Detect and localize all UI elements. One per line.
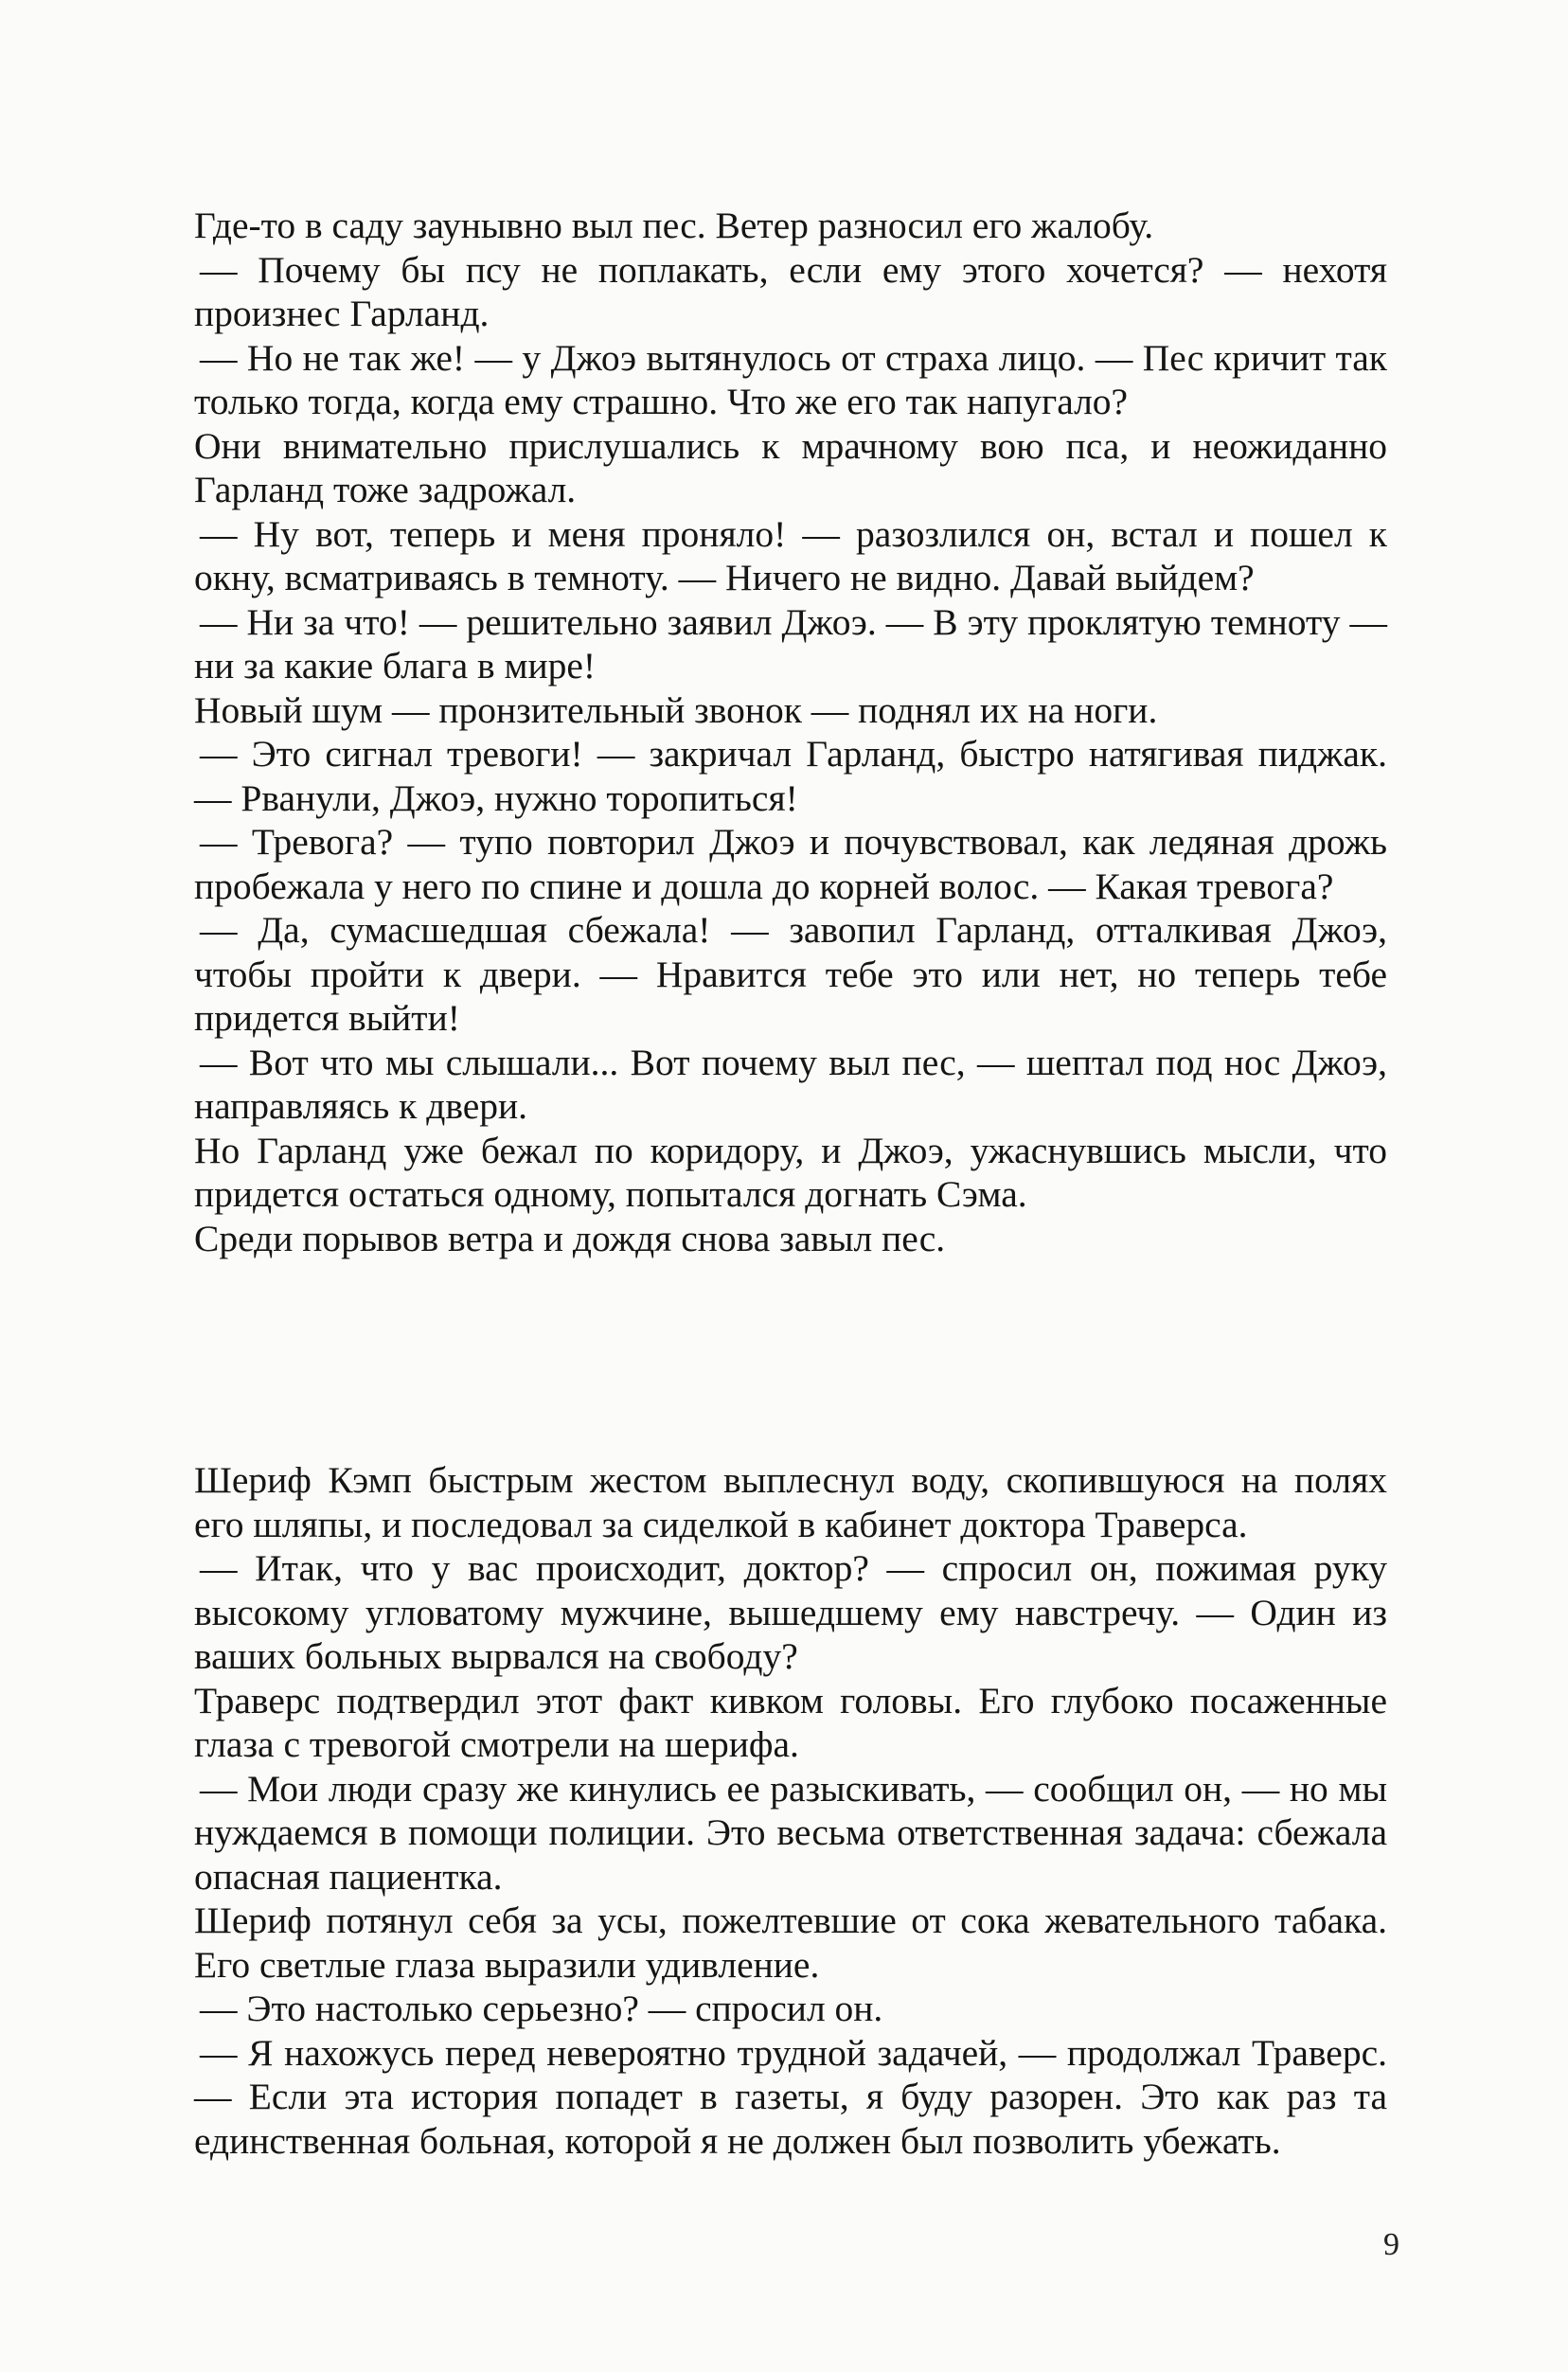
paragraph: Среди порывов ветра и дождя снова завыл пес.	[194, 1217, 946, 1259]
paragraph: Новый шум — пронзительный звонок — поднял их на ноги.	[194, 688, 1158, 731]
paragraph: — Тревога? — тупо повторил Джоэ и почувствовал, как ледяная дрожь пробежала у него по спине и дошла до корней волос. — Какая тревога?	[194, 821, 1387, 907]
paragraph: — Почему бы псу не поплакать, если ему этого хочется? — нехотя произнес Гарланд.	[194, 248, 1387, 334]
paragraph: Они внимательно прислушались к мрачному вою пса, и неожиданно Гарланд тоже задрожал.	[194, 424, 1387, 510]
paragraph: — Но не так же! — у Джоэ вытянулось от страха лицо. — Пес кричит так только тогда, когда ему страшно. Что же его так напугало?	[194, 336, 1387, 422]
paragraph: — Мои люди сразу же кинулись ее разыскивать, — сообщил он, — но мы нуждаемся в помощи полиции. Это весьма ответственная задача: сбежала опасная пациентка.	[194, 1767, 1387, 1898]
text-section-2	[194, 1458, 1387, 2163]
paragraph: Траверс подтвердил этот факт кивком головы. Его глубоко посаженные глаза с тревогой смотрели на шерифа.	[194, 1679, 1387, 1765]
page-number: 9	[1383, 2227, 1399, 2262]
paragraph: Где-то в саду заунывно выл пес. Ветер разносил его жалобу.	[194, 205, 1154, 246]
paragraph: — Это сигнал тревоги! — закричал Гарланд, быстро натягивая пиджак. — Рванули, Джоэ, нужно торопиться!	[194, 733, 1387, 819]
paragraph: — Вот что мы слышали... Вот почему выл пес, — шептал под нос Джоэ, направляясь к двери.	[194, 1041, 1387, 1127]
paragraph: — Ну вот, теперь и меня проняло! — разозлился он, встал и пошел к окну, всматриваясь в темноту. — Ничего не видно. Давай выйдем?	[194, 512, 1387, 598]
paragraph: Шериф потянул себя за усы, пожелтевшие от сока жевательного табака. Его светлые глаза выразили удивление.	[194, 1899, 1387, 1986]
text-section-1	[194, 204, 1387, 1260]
paragraph: — Ни за что! — решительно заявил Джоэ. — В эту проклятую темноту — ни за какие блага в мире!	[194, 600, 1387, 687]
paragraph: Но Гарланд уже бежал по коридору, и Джоэ, ужаснувшись мысли, что придется остаться одному, попытался догнать Сэма.	[194, 1129, 1387, 1215]
paragraph: — Да, сумасшедшая сбежала! — завопил Гарланд, отталкивая Джоэ, чтобы пройти к двери. — Нравится тебе это или нет, но теперь тебе придется выйти!	[194, 909, 1387, 1039]
paragraph: — Я нахожусь перед невероятно трудной задачей, — продолжал Траверс. — Если эта история попадет в газеты, я буду разорен. Это как раз та единственная больная, которой я не должен был позволить убежать.	[194, 2031, 1387, 2162]
paragraph: — Итак, что у вас происходит, доктор? — спросил он, пожимая руку высокому угловатому мужчине, вышедшему ему навстречу. — Один из ваших больных вырвался на свободу?	[194, 1547, 1387, 1677]
paragraph: Шериф Кэмп быстрым жестом выплеснул воду, скопившуюся на полях его шляпы, и последовал за сиделкой в кабинет доктора Траверса.	[194, 1459, 1387, 1545]
paragraph: — Это настолько серьезно? — спросил он.	[200, 1988, 883, 2029]
